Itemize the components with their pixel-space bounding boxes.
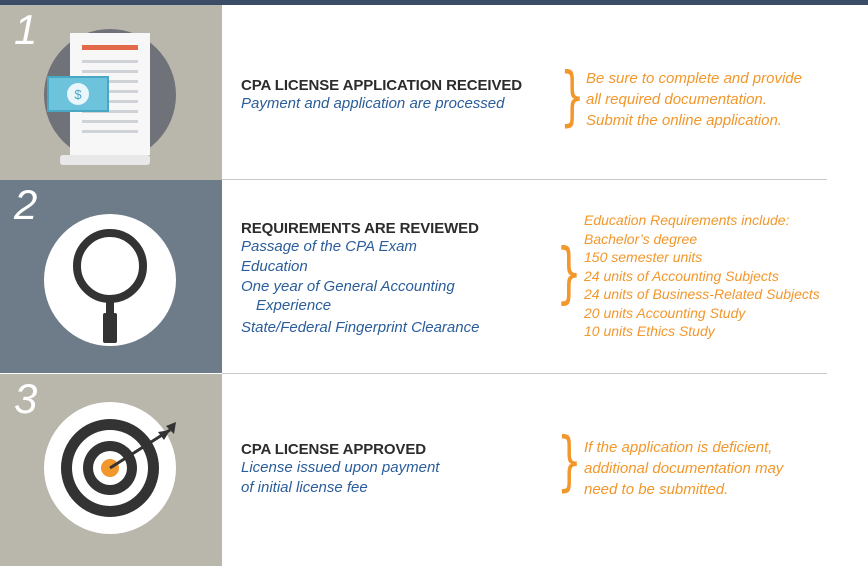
step-3-detail: of initial license fee	[241, 479, 368, 496]
step-1-notes	[586, 68, 802, 131]
step-3-side-panel	[0, 374, 222, 566]
step-2-detail: Experience	[256, 297, 332, 314]
step-2-note: 20 units Accounting Study	[584, 304, 746, 321]
step-1-number: 1	[14, 6, 38, 53]
svg-text:$: $	[74, 87, 82, 102]
step-1-note: all required documentation.	[586, 91, 767, 108]
step-3-notes	[584, 437, 783, 500]
step-2-detail: Education	[241, 258, 308, 275]
step-2-detail: State/Federal Fingerprint Clearance	[241, 319, 480, 336]
step-2	[0, 180, 868, 373]
step-3-title: CPA LICENSE APPROVED	[241, 441, 426, 458]
step-3-brace: }	[557, 425, 582, 499]
step-3	[0, 374, 868, 566]
step-2-notes	[584, 211, 820, 341]
step-2-detail: One year of General Accounting	[241, 278, 455, 295]
step-2-note: 150 semester units	[584, 249, 703, 265]
step-3-note: need to be submitted.	[584, 481, 729, 498]
step-3-number: 3	[14, 375, 38, 422]
step-1	[0, 5, 868, 180]
step-2-number: 2	[14, 181, 38, 228]
step-2-note: 24 units of Accounting Subjects	[584, 267, 779, 284]
step-2-side-panel	[0, 180, 222, 373]
step-1-brace: }	[560, 60, 585, 134]
step-2-detail: Passage of the CPA Exam	[241, 238, 417, 255]
step-2-note: 10 units Ethics Study	[584, 323, 715, 339]
step-1-title: CPA LICENSE APPLICATION RECEIVED	[241, 77, 522, 94]
magnifying-glass-icon	[30, 200, 190, 360]
step-2-note: Education Requirements include:	[584, 212, 790, 228]
step-1-note: Submit the online application.	[586, 112, 782, 129]
step-1-note: Be sure to complete and provide	[586, 70, 802, 87]
step-2-title: REQUIREMENTS ARE REVIEWED	[241, 220, 479, 237]
step-3-note: additional documentation may	[584, 460, 784, 477]
step-2-note: Bachelor’s degree	[584, 230, 698, 247]
target-with-arrow-icon	[30, 388, 190, 548]
step-1-detail: Payment and application are processed	[241, 95, 505, 112]
step-1-side-panel	[0, 5, 222, 180]
document-with-money-icon	[30, 15, 190, 175]
step-2-brace: }	[556, 234, 582, 311]
step-3-note: If the application is deficient,	[584, 439, 773, 456]
step-2-note: 24 units of Business-Related Subjects	[584, 286, 820, 302]
step-3-detail: License issued upon payment	[241, 459, 440, 476]
